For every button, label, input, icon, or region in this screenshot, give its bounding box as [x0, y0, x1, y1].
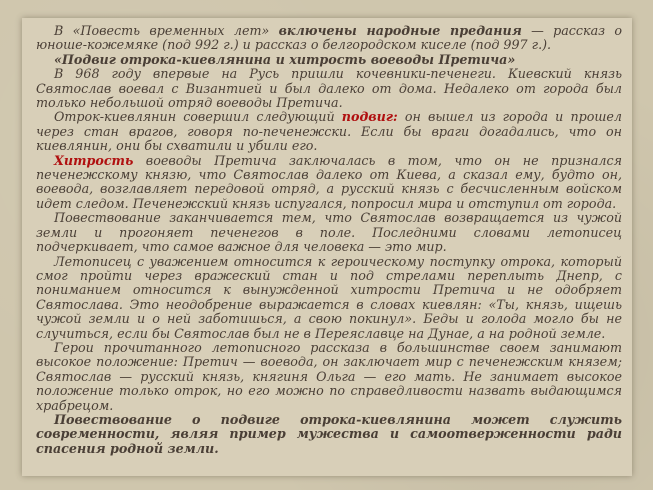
paragraph-feat: [36, 110, 622, 153]
cunning-text: воеводы Претича заключалась в том, что он не признался печенежскому князю, что Святослав далеко от Киева, а сказал ему, будто он, воевода, возглавляет передовой отряд, а русский князь с бесчисленным войском идет следом. Печенежский князь испугался, попросил мира и отступил от города.: [36, 152, 622, 211]
paragraph-heroes: Герои прочитанного летописного рассказа в большинстве своем занимают высокое положение: Претич — воевода, он заключает мир с печенежским князем; Святослав — русский князь, княгиня Ольга — его мать. Не занимает высокое положение только отрок, но его можно по справедливости назвать выдающимся храбрецом.: [36, 339, 622, 413]
paragraph-chronicler: Летописец с уважением относится к героическому поступку отрока, который смог пройти через вражеский стан и под стрелами переплыть Днепр, с пониманием относится к вынужденной хитрости Претича и не одобряет Святослава. Это неодобрение выражается в словах киевлян: «Ты, князь, ищешь чужой земли и о ней заботишься, а свою покинул». Беды и голода могло бы не случиться, если бы Святослав был не в Переяславце на Дунае, а на родной земле.: [36, 253, 622, 341]
feat-text-end: он вышел из города и прошел через стан врагов, говоря по-печенежски. Если бы враги догадались, что он киевлянин, они бы схватили и убили его.: [36, 109, 623, 154]
intro-text-end: — рассказ о юноше-кожемяке (под 992 г.) и рассказ о белгородском киселе (под 997 г.).: [36, 23, 623, 53]
intro-bold-text: включены народные предания: [278, 23, 522, 38]
cunning-keyword: Хитрость: [54, 152, 134, 168]
feat-keyword: подвиг:: [341, 109, 398, 125]
paragraph-cunning: [36, 154, 622, 212]
text-panel: [22, 18, 632, 476]
intro-text: В «Повесть временных лет»: [54, 23, 279, 38]
paragraph-ending: Повествование заканчивается тем, что Святослав возвращается из чужой земли и прогоняет печенегов в поле. Последними словами летописец подчеркивает, что самое важное для человека — это мир.: [36, 210, 622, 255]
conclusion-paragraph: Повествование о подвиге отрока-киевлянина может служить современности, являя пример мужества и самоотверженности ради спасения родной земли.: [36, 411, 622, 456]
story-title: «Подвиг отрока-киевлянина и хитрость воеводы Претича»: [54, 51, 516, 67]
intro-paragraph: [36, 24, 622, 53]
paragraph-invasion: В 968 году впервые на Русь пришли кочевники-печенеги. Киевский князь Святослав воевал с Византией и был далеко от дома. Недалеко от города был только небольшой отряд воеводы Претича.: [36, 66, 622, 111]
feat-text: Отрок-киевлянин совершил следующий: [54, 109, 342, 125]
